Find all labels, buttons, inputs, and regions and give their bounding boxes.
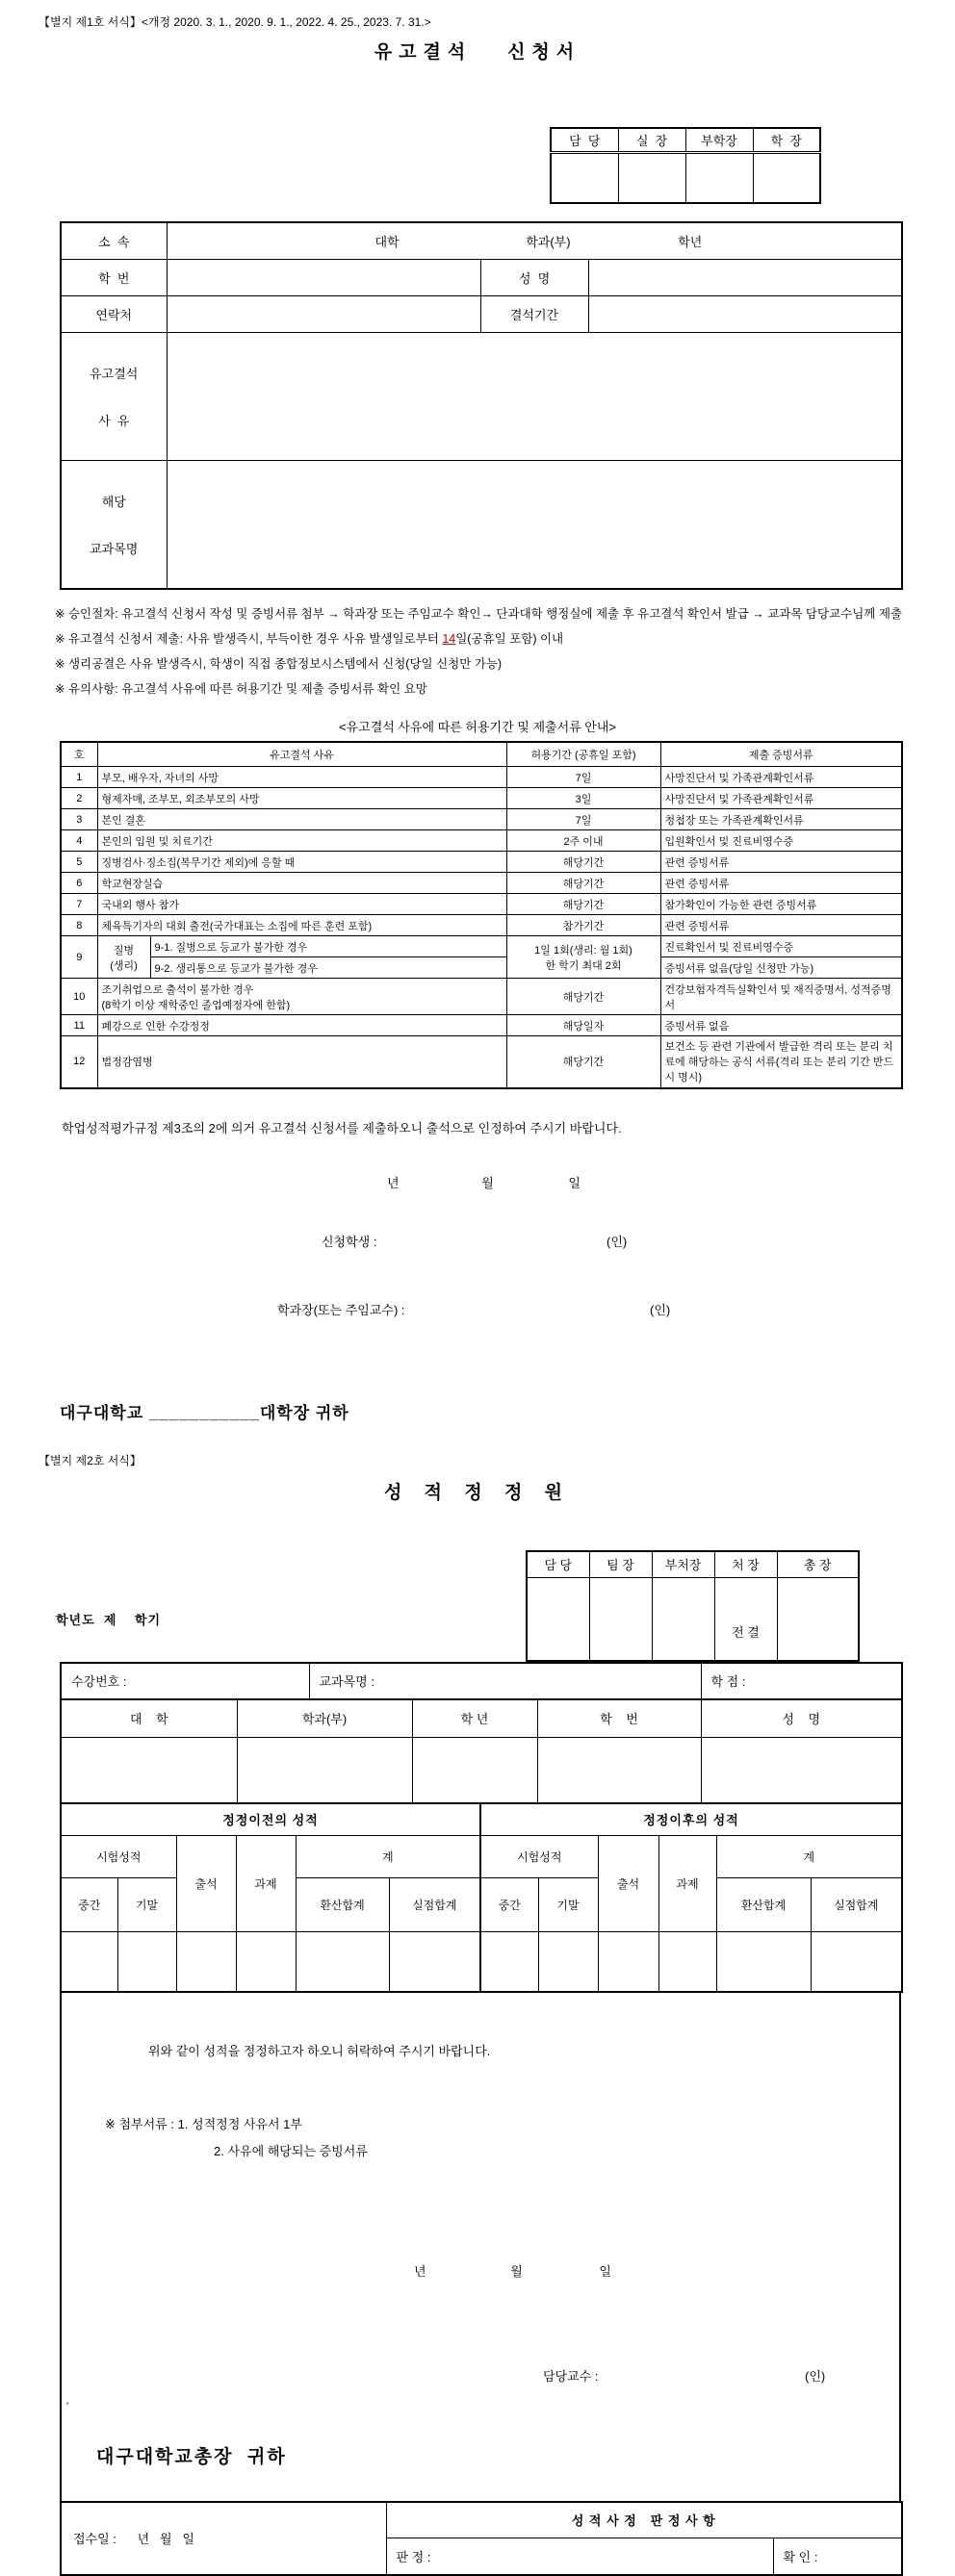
assignment-header: 과제 [658, 1836, 716, 1932]
absence-period-input-cell [588, 295, 902, 332]
reason-period: 해당일자 [506, 1015, 660, 1036]
reason-period: 해당기간 [506, 1036, 660, 1088]
reason-text: 학교현장실습 [97, 873, 506, 894]
midterm-header: 중간 [61, 1878, 117, 1932]
reason-period-line1: 1일 1회(생리: 월 1회) [534, 944, 632, 956]
reason-category [97, 936, 150, 979]
course-name-label [61, 460, 167, 589]
final-header: 기말 [538, 1878, 598, 1932]
form2-title: 성 적 정 정 원 [384, 1482, 571, 1503]
attendance-header: 출석 [176, 1836, 236, 1932]
reason-header-no: 호 [61, 742, 97, 767]
total-header: 계 [296, 1836, 480, 1878]
reason-no: 6 [61, 873, 97, 894]
attendance-header: 출석 [598, 1836, 658, 1932]
student-signature-line [322, 1232, 928, 1250]
reason-row-10 [61, 979, 902, 1015]
name-input-cell [588, 259, 902, 295]
head-signature-label: 학과장(또는 주임교수) : [277, 1302, 405, 1317]
grade-input-cell [389, 1932, 480, 1992]
form1-approval-table [550, 127, 821, 204]
reason-period: 해당기간 [506, 894, 660, 915]
reason-no: 5 [61, 852, 97, 873]
grade-after-title: 정정이후의 성적 [480, 1803, 902, 1836]
reason-row-11 [61, 1015, 902, 1036]
approval-sign-cell [685, 152, 753, 203]
month-label: 월 [510, 2263, 523, 2279]
name-input-cell [701, 1738, 902, 1803]
student-signature-label: 신청학생 : [322, 1234, 377, 1249]
professor-seal-mark: (인) [805, 2368, 826, 2384]
form1-revision-note: <개정 2020. 3. 1., 2020. 9. 1., 2022. 4. 25., 2023. 7. 31.> [141, 15, 431, 29]
credit-cell: 학 점 : [701, 1663, 902, 1699]
reason-period: 2주 이내 [506, 830, 660, 852]
approval-header-president: 총 장 [777, 1551, 859, 1578]
year-label: 년 [387, 1175, 400, 1190]
reason-table-title: <유고결석 사유에 따른 허용기간 및 제출서류 안내> [338, 719, 616, 734]
dept-header: 학과(부) [237, 1699, 412, 1738]
reason-docs: 청첩장 또는 가족관계확인서류 [660, 809, 902, 830]
reason-table [60, 741, 903, 1089]
note-caution: ※ 유의사항: 유고결석 사유에 따른 허용기간 및 제출 증빙서류 확인 요망 [55, 681, 427, 696]
assignment-header: 과제 [236, 1836, 296, 1932]
grade-input-cell [716, 1932, 811, 1992]
form1-approval-header-row [551, 128, 820, 152]
actual-total-header: 실점합계 [811, 1878, 902, 1932]
approval-header-office-chief: 실 장 [618, 128, 685, 152]
grade-input-cell [61, 1932, 117, 1992]
head-seal-mark: (인) [650, 1302, 671, 1317]
reason-no: 12 [61, 1036, 97, 1088]
reason-category-line2: (생리) [110, 959, 138, 972]
reason-no: 1 [61, 767, 97, 788]
year-header: 학 년 [412, 1699, 537, 1738]
reason-text: 본인 결혼 [97, 809, 506, 830]
reason-no: 9 [61, 936, 97, 979]
note2-post-text: 일(공휴일 포함) 이내 [455, 631, 564, 646]
grade-input-cell [236, 1932, 296, 1992]
student-header-row [61, 1699, 902, 1738]
stray-mark: ' [66, 2400, 69, 2412]
addressee-university: 대구대학교 [60, 1403, 149, 1422]
form1-title: 유고결석 신청서 [374, 42, 581, 63]
reason-text: 체육특기자의 대회 출전(국가대표는 소집에 따른 훈련 포함) [97, 915, 506, 936]
note2-pre-text: ※ 유고결석 신청서 제출: 사유 발생즉시, 부득이한 경우 사유 발생일로부터 [55, 631, 443, 646]
reason-text: 부모, 배우자, 자녀의 사망 [97, 767, 506, 788]
approval-header-deputy-director: 부처장 [652, 1551, 714, 1578]
approval-header-staff: 담 당 [551, 128, 618, 152]
reason-table-header-row [61, 742, 902, 767]
student-input-row [61, 1738, 902, 1803]
affiliation-row [61, 222, 902, 259]
addressee-blank-line: ___________ [148, 1403, 260, 1422]
year-label: 년 [414, 2263, 426, 2279]
approval-sign-cell [652, 1578, 714, 1661]
grade-input-cell [296, 1932, 389, 1992]
reason-no: 4 [61, 830, 97, 852]
reason-row-12 [61, 1036, 902, 1088]
reason-docs: 보건소 등 관련 기관에서 발급한 격리 또는 분리 치료에 해당하는 공식 서류(격리 또는 분리 기간 반드시 명시) [660, 1036, 902, 1088]
student-id-input-cell [167, 259, 480, 295]
grade-input-cell [480, 1932, 538, 1992]
reason-header-docs: 제출 증빙서류 [660, 742, 902, 767]
reason-text: 9-2. 생리통으로 등교가 불가한 경우 [150, 957, 506, 979]
name-label: 성 명 [480, 259, 588, 295]
student-id-row [61, 259, 902, 295]
college-label: 대학 [374, 234, 400, 249]
reason-docs: 관련 증빙서류 [660, 873, 902, 894]
form1-info-table [60, 221, 903, 590]
student-id-header: 학 번 [537, 1699, 701, 1738]
dept-input-cell [237, 1738, 412, 1803]
reason-text: 징병검사·징소집(복무기간 제외)에 응할 때 [97, 852, 506, 873]
reason-text-line2: (8학기 이상 재학중인 졸업예정자에 한함) [101, 999, 291, 1011]
reason-no: 7 [61, 894, 97, 915]
course-name-label-line2: 교과목명 [90, 541, 139, 556]
grade-input-cell [658, 1932, 716, 1992]
addressee-dean-suffix: 대학장 귀하 [259, 1403, 349, 1422]
reason-no: 8 [61, 915, 97, 936]
grade-subheader-row-1 [61, 1836, 902, 1878]
reason-text-line1: 조기취업으로 출석이 불가한 경우 [101, 983, 254, 996]
midterm-header: 중간 [480, 1878, 538, 1932]
exam-score-header: 시험성적 [61, 1836, 176, 1878]
approval-sign-cell [527, 1578, 589, 1661]
form2-statement: 위와 같이 성적을 정정하고자 하오니 허락하여 주시기 바랍니다. [148, 2043, 491, 2058]
reason-row-9-sub1 [61, 936, 902, 957]
reason-text [97, 979, 506, 1015]
month-label: 월 [481, 1175, 494, 1190]
grade-input-cell [117, 1932, 176, 1992]
reason-header-period: 허용기간 (공휴일 포함) [506, 742, 660, 767]
reason-docs: 증빙서류 없음(당일 신청만 가능) [660, 957, 902, 979]
form2-top-row [27, 1550, 928, 1662]
reason-no: 3 [61, 809, 97, 830]
course-no-cell: 수강번호 : [61, 1663, 309, 1699]
total-header: 계 [716, 1836, 902, 1878]
confirm-label-cell: 확 인 : [773, 2538, 902, 2575]
college-header: 대 학 [61, 1699, 237, 1738]
form1-header-note [39, 13, 928, 30]
year-label: 학년 [678, 234, 703, 249]
semester-line: 학년도 제 학기 [56, 1612, 162, 1627]
form2-header-note: 【별지 제2호 서식】 [39, 1453, 142, 1467]
grade-section-title-row [61, 1803, 902, 1836]
form1-statement: 학업성적평가규정 제3조의 2에 의거 유고결석 신청서를 제출하오니 출석으로 인정하여 주시기 바랍니다. [62, 1120, 622, 1135]
approval-header-staff: 담 당 [527, 1551, 589, 1578]
absence-reason-label-line2: 사 유 [98, 413, 130, 428]
grade-input-cell [598, 1932, 658, 1992]
form1-approval-sign-row [551, 152, 820, 203]
absence-reason-input-cell [167, 332, 902, 460]
converted-total-header: 환산합계 [716, 1878, 811, 1932]
form1-date-line [387, 1173, 928, 1191]
form2-approval-table [526, 1550, 860, 1662]
course-name-input-cell [167, 460, 902, 589]
reason-text: 국내외 행사 참가 [97, 894, 506, 915]
reason-no: 10 [61, 979, 97, 1015]
reason-period: 해당기간 [506, 979, 660, 1015]
receipt-date-placeholders: 년 월 일 [116, 2532, 194, 2546]
day-label: 일 [599, 2263, 611, 2279]
converted-total-header: 환산합계 [296, 1878, 389, 1932]
contact-row [61, 295, 902, 332]
reason-docs: 관련 증빙서류 [660, 852, 902, 873]
approval-sign-cell [777, 1578, 859, 1661]
form2-body-box [60, 1991, 901, 2503]
form1-form-code: 【별지 제1호 서식】 [39, 15, 142, 29]
affiliation-input-cell [167, 222, 902, 259]
grade-before-title: 정정이전의 성적 [61, 1803, 480, 1836]
reason-docs: 건강보험자격득실확인서 및 재직증명서, 성적증명서 [660, 979, 902, 1015]
reason-period: 7일 [506, 767, 660, 788]
contact-label: 연락처 [61, 295, 167, 332]
absence-reason-row [61, 332, 902, 460]
reason-category-line1: 질병 [113, 944, 135, 956]
reason-docs: 사망진단서 및 가족관계확인서류 [660, 767, 902, 788]
attachments-line1: ※ 첨부서류 : 1. 성적정정 사유서 1부 [105, 2116, 302, 2131]
absence-period-label: 결석기간 [480, 295, 588, 332]
receipt-label: 접수일 : [73, 2532, 116, 2546]
reason-row [61, 873, 902, 894]
reason-period [506, 936, 660, 979]
absence-reason-label [61, 332, 167, 460]
judgement-label-cell: 판 정 : [386, 2538, 773, 2575]
reason-text: 법정감염병 [97, 1036, 506, 1088]
reason-row [61, 852, 902, 873]
dept-label: 학과(부) [526, 234, 571, 249]
form2-approval-sign-row [527, 1578, 859, 1661]
approval-sign-cell [589, 1578, 652, 1661]
receipt-date-cell [61, 2502, 386, 2575]
note2-days-highlight: 14 [442, 631, 456, 646]
grade-input-row [61, 1932, 902, 1992]
final-header: 기말 [117, 1878, 176, 1932]
professor-signature-label: 담당교수 : [543, 2368, 599, 2384]
affiliation-label: 소 속 [61, 222, 167, 259]
form2-approval-header-row [527, 1551, 859, 1578]
student-id-label: 학 번 [61, 259, 167, 295]
grade-input-cell [176, 1932, 236, 1992]
reason-period: 7일 [506, 809, 660, 830]
reason-docs: 참가확인이 가능한 관련 증빙서류 [660, 894, 902, 915]
contact-input-cell [167, 295, 480, 332]
reason-header-reason: 유고결석 사유 [97, 742, 506, 767]
attachments-line2: 2. 사유에 해당되는 증빙서류 [214, 2143, 368, 2158]
reason-row [61, 830, 902, 852]
form1-notes [39, 601, 928, 701]
absence-reason-label-line1: 유고결석 [90, 366, 139, 381]
course-name-cell: 교과목명 : [309, 1663, 701, 1699]
reason-period: 해당기간 [506, 873, 660, 894]
note-submission-deadline [39, 626, 928, 651]
approval-sign-cell [551, 152, 618, 203]
reason-docs: 진료확인서 및 진료비영수증 [660, 936, 902, 957]
reason-docs: 관련 증빙서류 [660, 915, 902, 936]
exam-score-header: 시험성적 [480, 1836, 598, 1878]
reason-no: 11 [61, 1015, 97, 1036]
reason-row-9-sub2 [61, 957, 902, 979]
reason-text: 9-1. 질병으로 등교가 불가한 경우 [150, 936, 506, 957]
course-name-row [61, 460, 902, 589]
reason-text: 본인의 입원 및 치료기간 [97, 830, 506, 852]
course-name-label-line1: 해당 [101, 494, 126, 509]
reason-docs: 입원확인서 및 진료비영수증 [660, 830, 902, 852]
reason-period: 해당기간 [506, 852, 660, 873]
judgement-table [60, 2501, 903, 2576]
form1-addressee [60, 1399, 928, 1423]
year-input-cell [412, 1738, 537, 1803]
reason-period-line2: 한 학기 최대 2회 [545, 959, 622, 972]
approval-header-vice-dean: 부학장 [685, 128, 753, 152]
approval-header-team-leader: 팀 장 [589, 1551, 652, 1578]
reason-row [61, 767, 902, 788]
reason-row [61, 915, 902, 936]
reason-text: 폐강으로 인한 수강정정 [97, 1015, 506, 1036]
student-id-input-cell [537, 1738, 701, 1803]
grade-input-cell [811, 1932, 902, 1992]
reason-text: 형제자매, 조부모, 외조부모의 사망 [97, 788, 506, 809]
reason-docs: 증빙서류 없음 [660, 1015, 902, 1036]
head-signature-line [277, 1300, 928, 1318]
judgement-title: 성 적 사 정 판 정 사 항 [386, 2502, 902, 2538]
professor-signature-line [543, 2366, 899, 2385]
actual-total-header: 실점합계 [389, 1878, 480, 1932]
grade-input-cell [538, 1932, 598, 1992]
course-info-row [61, 1663, 902, 1699]
reason-period: 참가기간 [506, 915, 660, 936]
college-input-cell [61, 1738, 237, 1803]
course-info-table [60, 1662, 903, 1700]
approval-header-dean: 학 장 [753, 128, 820, 152]
form2-addressee: 대구대학교총장 귀하 [96, 2446, 287, 2467]
student-info-table [60, 1698, 903, 1804]
judgement-header-row [61, 2502, 902, 2538]
grade-table [60, 1802, 903, 1993]
approval-sign-cell [753, 152, 820, 203]
note-approval-procedure: ※ 승인절차: 유고결석 신청서 작성 및 증빙서류 첨부 → 학과장 또는 주임교수 확인→ 단과대학 행정실에 제출 후 유고결석 확인서 발급 → 교과목 담당교수님께 제출 [55, 606, 902, 621]
name-header: 성 명 [701, 1699, 902, 1738]
approval-sign-cell [618, 152, 685, 203]
note-menstrual-absence: ※ 생리공결은 사유 발생즉시, 학생이 직접 종합정보시스템에서 신청(당일 신청만 가능) [55, 656, 503, 671]
reason-row [61, 894, 902, 915]
reason-docs: 사망진단서 및 가족관계확인서류 [660, 788, 902, 809]
student-seal-mark: (인) [607, 1234, 628, 1249]
approval-header-director: 처 장 [714, 1551, 777, 1578]
reason-period: 3일 [506, 788, 660, 809]
form2-date-line [414, 2261, 899, 2280]
reason-row [61, 788, 902, 809]
approval-delegate-mark: 전 결 [714, 1578, 777, 1661]
day-label: 일 [568, 1175, 581, 1190]
reason-no: 2 [61, 788, 97, 809]
reason-row [61, 809, 902, 830]
